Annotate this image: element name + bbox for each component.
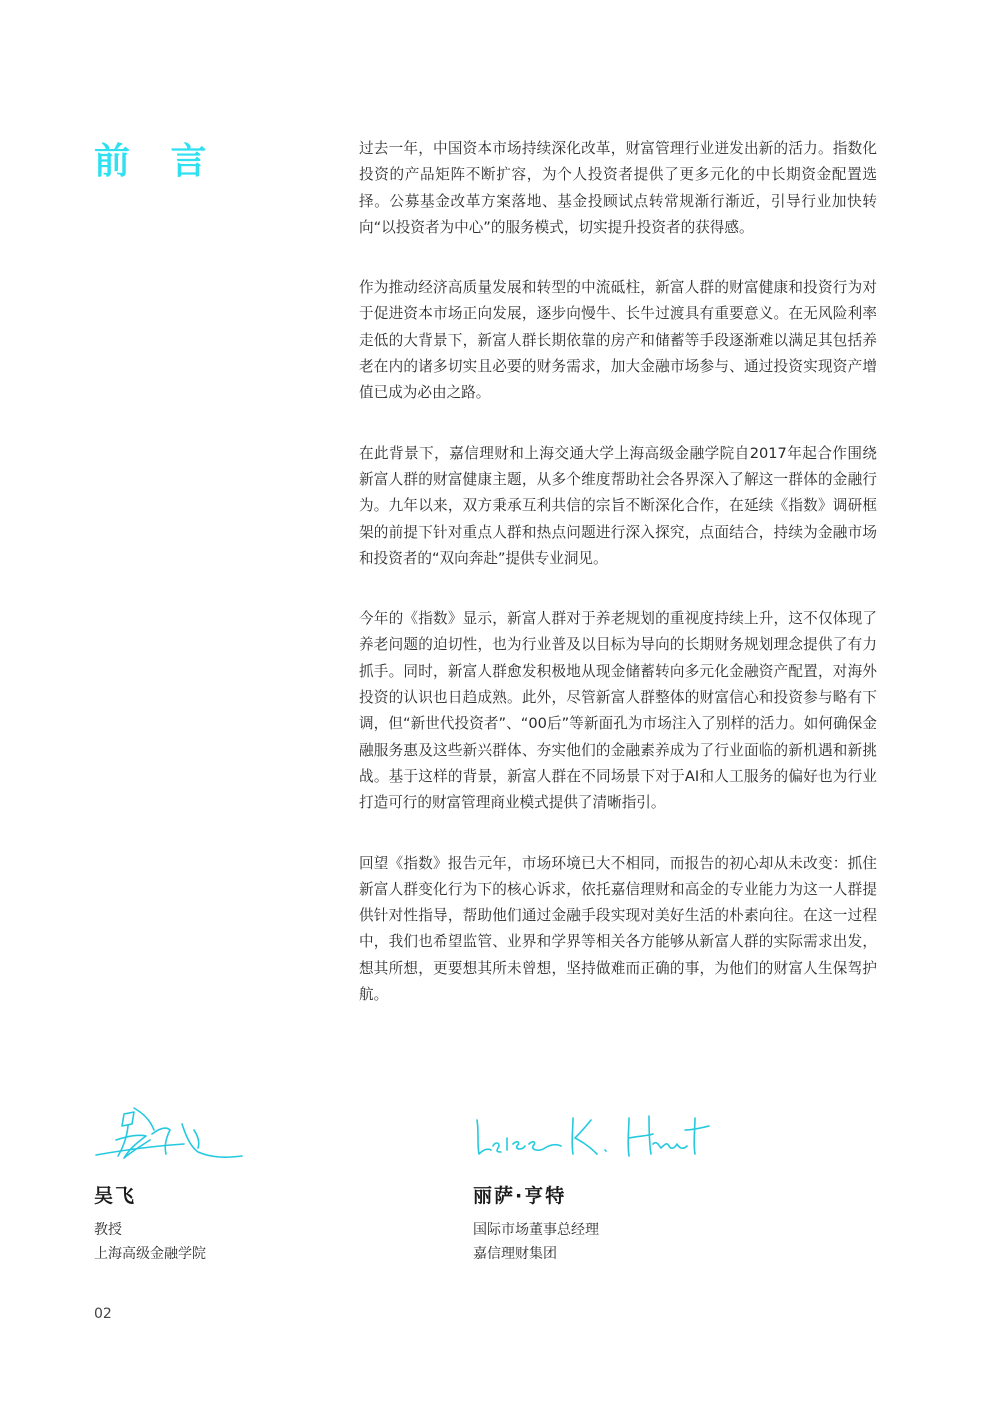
signatory-name: 吴飞 (94, 1185, 137, 1207)
signatory-organization: 上海高级金融学院 (94, 1246, 206, 1262)
signatory-title: 教授 (94, 1222, 122, 1238)
signatory-right (473, 1100, 713, 1266)
paragraph-3: 在此背景下，嘉信理财和上海交通大学上海高级金融学院自2017年起合作围绕新富人群的财富健康主题，从多个维度帮助社会各界深入了解这一群体的金融行为。九年以来，双方秉承互利共信的宗旨不断深化合作，在延续《指数》调研框架的前提下针对重点人群和热点问题进行深入探究，点面结合，持续为金融市场和投资者的“双向奔赴”提供专业洞见。 (359, 444, 877, 567)
preface-body (359, 136, 877, 1042)
signatory-organization: 嘉信理财集团 (473, 1246, 557, 1262)
handwritten-signature-left (94, 1100, 244, 1170)
signatory-left (94, 1100, 244, 1266)
paragraph-5: 回望《指数》报告元年，市场环境已大不相同，而报告的初心却从未改变：抓住新富人群变化行为下的核心诉求，依托嘉信理财和高金的专业能力为这一人群提供针对性指导，帮助他们通过金融手段实现对美好生活的朴素向往。在这一过程中，我们也希望监管、业界和学界等相关各方能够从新富人群的实际需求出发，想其所想，更要想其所未曾想，坚持做难而正确的事，为他们的财富人生保驾护航。 (359, 854, 877, 1004)
signatory-title: 国际市场董事总经理 (473, 1222, 599, 1238)
paragraph-4: 今年的《指数》显示，新富人群对于养老规划的重视度持续上升，这不仅体现了养老问题的迫切性，也为行业普及以目标为导向的长期财务规划理念提供了有力抓手。同时，新富人群愈发积极地从现金储蓄转向多元化金融资产配置，对海外投资的认识也日趋成熟。此外，尽管新富人群整体的财富信心和投资参与略有下调，但“新世代投资者”、“00后”等新面孔为市场注入了别样的活力。如何确保金融服务惠及这些新兴群体、夯实他们的金融素养成为了行业面临的新机遇和新挑战。基于这样的背景，新富人群在不同场景下对于AI和人工服务的偏好也为行业打造可行的财富管理商业模式提供了清晰指引。 (359, 610, 877, 812)
handwritten-signature-right (473, 1100, 713, 1170)
paragraph-1: 过去一年，中国资本市场持续深化改革，财富管理行业迸发出新的活力。指数化投资的产品矩阵不断扩容，为个人投资者提供了更多元化的中长期资金配置选择。公募基金改革方案落地、基金投顾试点转常规渐行渐近，引导行业加快转向“以投资者为中心”的服务模式，切实提升投资者的获得感。 (359, 140, 877, 236)
page-number: 02 (94, 1306, 112, 1322)
paragraph-2: 作为推动经济高质量发展和转型的中流砥柱，新富人群的财富健康和投资行为对于促进资本市场正向发展，逐步向慢牛、长牛过渡具有重要意义。在无风险利率走低的大背景下，新富人群长期依靠的房产和储蓄等手段逐渐难以满足其包括养老在内的诸多切实且必要的财务需求，加大金融市场参与、通过投资实现资产增值已成为必由之路。 (359, 279, 877, 402)
signatory-name: 丽萨·亨特 (473, 1185, 567, 1207)
page-title: 前 言 (94, 141, 221, 182)
